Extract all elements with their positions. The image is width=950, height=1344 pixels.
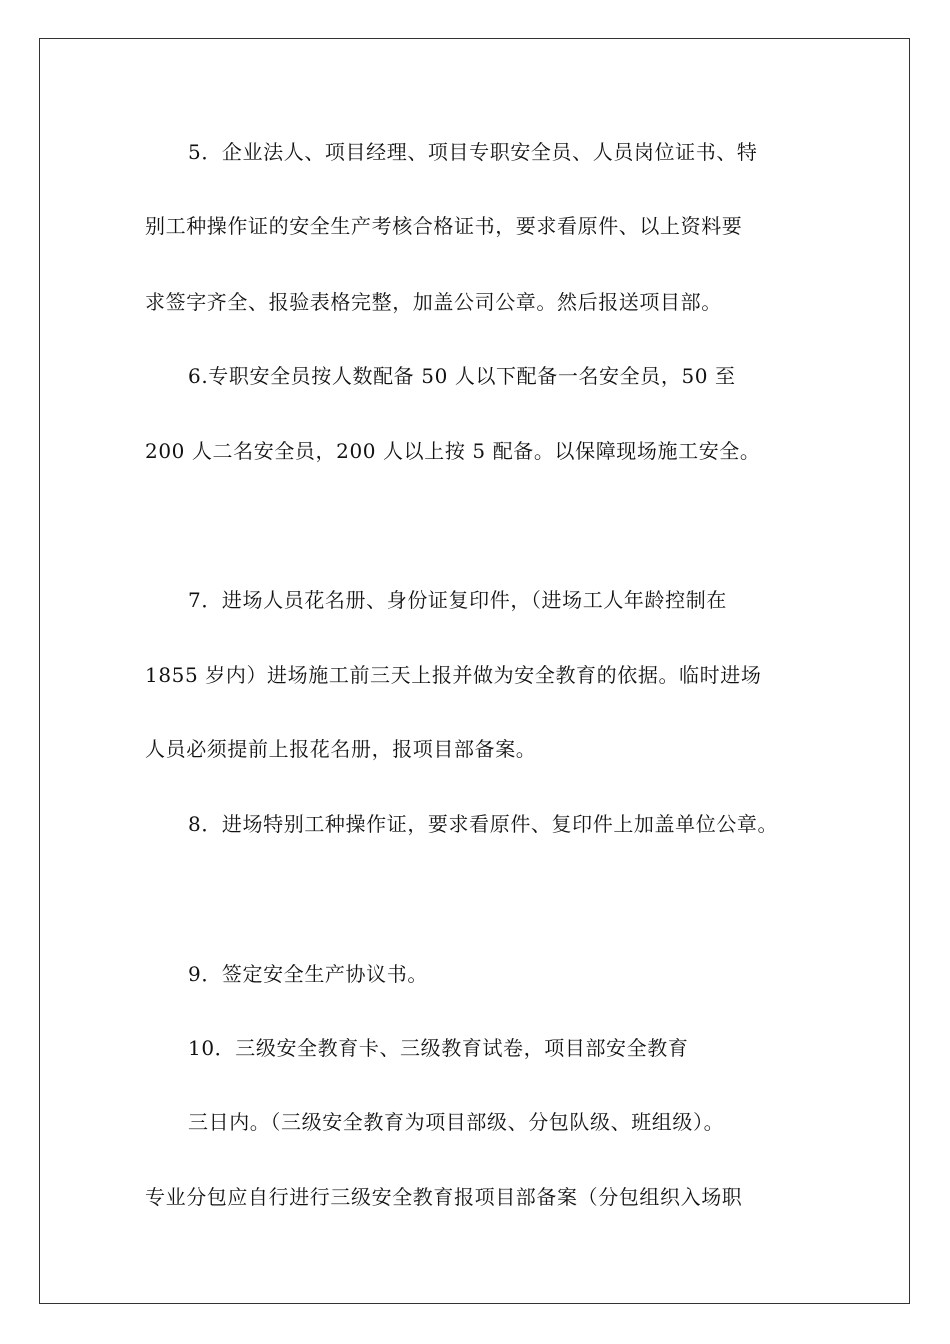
paragraph-9-line-1: 9．签定安全生产协议书。 — [188, 962, 428, 986]
paragraph-10-line-3: 专业分包应自行进行三级安全教育报项目部备案（分包组织入场职 — [145, 1185, 743, 1209]
paragraph-10-line-2: 三日内。（三级安全教育为项目部级、分包队级、班组级）。 — [188, 1110, 725, 1134]
paragraph-5-line-3: 求签字齐全、报验表格完整，加盖公司公章。然后报送项目部。 — [145, 290, 722, 314]
paragraph-7-line-1: 7．进场人员花名册、身份证复印件，（进场工人年龄控制在 — [188, 588, 727, 612]
paragraph-6-line-2: 200 人二名安全员，200 人以上按 5 配备。以保障现场施工安全。 — [145, 439, 761, 463]
paragraph-5-line-2: 别工种操作证的安全生产考核合格证书，要求看原件、以上资料要 — [145, 214, 743, 238]
paragraph-5-line-1: 5．企业法人、项目经理、项目专职安全员、人员岗位证书、特 — [188, 140, 758, 164]
paragraph-6-line-1: 6.专职安全员按人数配备 50 人以下配备一名安全员，50 至 — [188, 364, 736, 388]
paragraph-8-line-1: 8．进场特别工种操作证，要求看原件、复印件上加盖单位公章。 — [188, 812, 779, 836]
paragraph-7-line-3: 人员必须提前上报花名册，报项目部备案。 — [145, 737, 537, 761]
paragraph-10-line-1: 10．三级安全教育卡、三级教育试卷，项目部安全教育 — [188, 1036, 689, 1060]
paragraph-7-line-2: 1855 岁内）进场施工前三天上报并做为安全教育的依据。临时进场 — [145, 663, 762, 687]
